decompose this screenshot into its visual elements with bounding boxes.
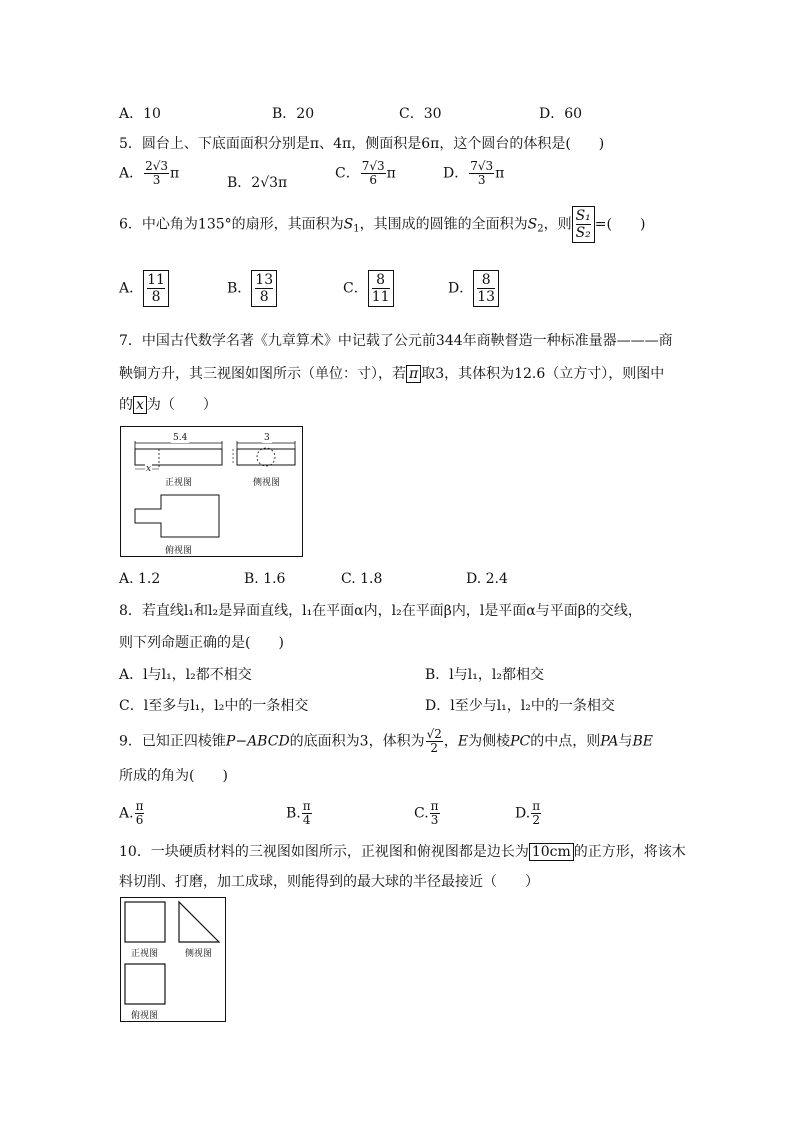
q9-option-a: A. $\frac{\pi}{6}$ [119,799,144,827]
q7-figure-drawing [121,427,302,556]
q4-option-b: B．20 [272,106,315,122]
q10-top-view-label: 俯视图 [131,1011,159,1021]
q7-dim-front: 5.4 [173,433,188,443]
q7-option-b: B. 1.6 [244,571,286,587]
q6-ratio-box: $\frac{\text{S₁}}{\text{S₂}}$ [572,206,595,243]
q8-line1: 8．若直线l₁和l₂是异面直线，l₁在平面α内，l₂在平面β内，l是平面α与平面β的交线， [119,603,642,619]
q8-option-a: A．l与l₁，l₂都不相交 [119,667,252,683]
q7-side-view-label: 侧视图 [253,478,281,488]
q5-option-b: B．2√3π [227,175,288,191]
q7-line2: 鞅铜方升，其三视图如图所示（单位：寸），若 π 取3，其体积为12.6（立方寸），则图中 [119,366,665,382]
q4-option-d: D．60 [539,106,583,122]
q6-stem: 6．中心角为135°的扇形，其面积为$S_1$，其围成的圆锥的全面积为$S_2$，则 $\frac{\text{S₁}}{\text{S₂}}$ =( ) [119,208,646,241]
q7-dim-side: 3 [264,433,270,443]
q7-line3: 的 x 为（ ） [119,397,217,413]
q6-option-c: C． $\frac{8}{11}$ [343,270,394,307]
q9-option-c: C. $\frac{\pi}{3}$ [414,799,439,827]
q7-option-a: A. 1.2 [119,571,161,587]
q6-option-d: D． $\frac{8}{13}$ [448,270,499,307]
q10-line2: 料切削、打磨，加工成球，则能得到的最大球的半径最接近（ ） [119,874,539,890]
q5-option-c: C． $\frac{7√3}{6}$ π [335,159,396,187]
q7-three-view-figure [120,426,303,557]
q8-option-d: D．l至少与l₁，l₂中的一条相交 [425,698,615,714]
q9-line1: 9．已知正四棱锥P−ABCD的底面积为3，体积为 $\frac{√2}{2}$ ，E为侧棱PC的中点，则PA与BE [119,727,654,755]
q8-line2: 则下列命题正确的是( ) [119,635,284,651]
q4-option-a: A．10 [119,106,161,122]
q7-option-d: D. 2.4 [466,571,508,587]
q10-three-view-figure [120,897,226,1022]
q6-option-b: B． $\frac{13}{8}$ [227,270,277,307]
q9-option-d: D. $\frac{\pi}{2}$ [515,799,541,827]
q8-option-b: B．l与l₁，l₂都相交 [425,667,544,683]
q9-line2: 所成的角为( ) [119,768,228,784]
q10-front-view-label: 正视图 [131,949,159,959]
q5-stem: 5．圆台上、下底面面积分别是π、4π，侧面积是6π，这个圆台的体积是( ) [119,136,605,152]
q5-option-a: A． $\frac{2√3}{3}$ π [119,159,180,187]
q7-line1: 7．中国古代数学名著《九章算术》中记载了公元前344年商鞅督造一种标准量器———商 [119,333,673,349]
q7-dim-x: x [146,464,152,474]
q5-option-d: D． $\frac{7√3}{3}$ π [443,159,505,187]
q9-option-b: B. $\frac{\pi}{4}$ [286,799,311,827]
q10-figure-drawing [121,898,225,1021]
q7-front-view-label: 正视图 [165,478,193,488]
q6-option-a: A． $\frac{11}{8}$ [119,270,169,307]
q10-line1: 10．一块硬质材料的三视图如图所示，正视图和俯视图都是边长为 10cm 的正方形，将该木 [119,844,686,860]
q7-option-c: C. 1.8 [341,571,383,587]
q4-option-c: C．30 [399,106,442,122]
q10-side-view-label: 侧视图 [185,949,213,959]
q7-top-view-label: 俯视图 [165,546,193,556]
q8-option-c: C．l至多与l₁，l₂中的一条相交 [119,698,309,714]
